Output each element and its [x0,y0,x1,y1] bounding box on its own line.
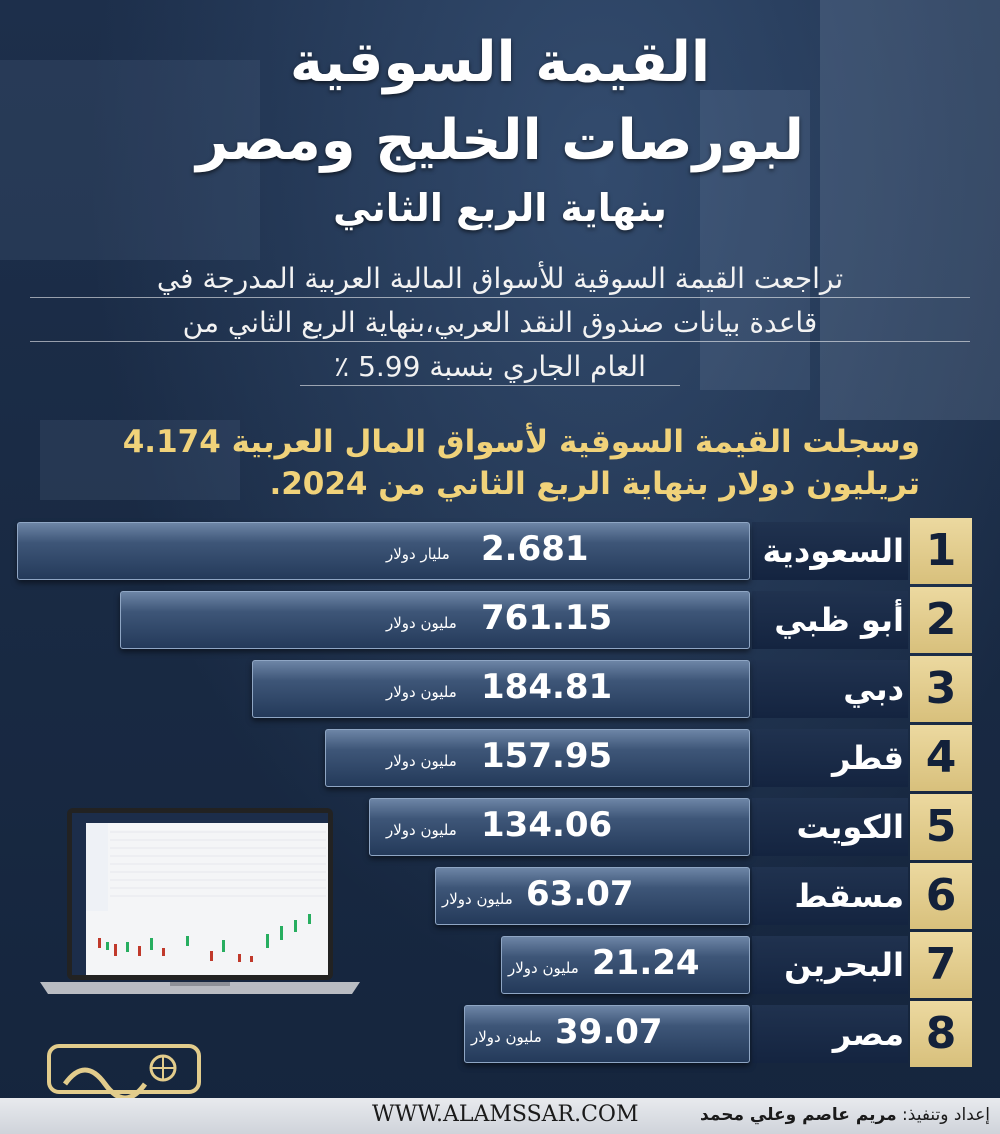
intro-line-1: تراجعت القيمة السوقية للأسواق المالية العربية المدرجة في [30,262,970,298]
bar-value-label: 134.06 [481,805,613,845]
highlight-line-2: تريليون دولار بنهاية الربع الثاني من 2024. [269,466,920,502]
bar-row [0,660,1000,718]
highlight-line-1: وسجلت القيمة السوقية لأسواق المال العربية 4.174 [122,424,920,460]
bar-unit-label: مليون دولار [471,1028,542,1046]
credit-names: مريم عاصم وعلي محمد [700,1105,897,1125]
laptop-illustration [40,808,360,998]
bar-value-label: 2.681 [481,529,589,569]
bar-unit-label: مليون دولار [508,959,579,977]
alamssar-logo [45,1036,205,1106]
rank-badge: 3 [910,656,972,722]
bar-row [0,522,1000,580]
bar [325,729,750,787]
bar [120,591,750,649]
intro-line-2: قاعدة بيانات صندوق النقد العربي،بنهاية الربع الثاني من [30,306,970,342]
country-label: مسقط [794,877,904,915]
bar-unit-label: مليون دولار [386,614,457,632]
rank-badge: 4 [910,725,972,791]
bar-value-label: 39.07 [555,1012,663,1052]
bar-value-label: 21.24 [592,943,700,983]
country-label: السعودية [762,532,904,570]
bar-row [0,591,1000,649]
bar [369,798,750,856]
bar [501,936,750,994]
rank-badge: 2 [910,587,972,653]
title-line-3: بنهاية الربع الثاني [333,186,667,230]
footer-bar [0,1098,1000,1134]
bar [464,1005,750,1063]
bar-unit-label: مليون دولار [386,821,457,839]
rank-badge: 8 [910,1001,972,1067]
rank-badge: 5 [910,794,972,860]
bar-value-label: 63.07 [526,874,634,914]
country-label: أبو ظبي [774,601,904,639]
intro-line-3: العام الجاري بنسبة 5.99 ٪ [300,350,680,386]
title-line-2: لبورصات الخليج ومصر [196,108,804,173]
bar-value-label: 184.81 [481,667,613,707]
bar-value-label: 157.95 [481,736,613,776]
country-label: الكويت [796,808,904,846]
bar-value-label: 761.15 [481,598,613,638]
bar-unit-label: مليار دولار [386,545,450,563]
title-line-1: القيمة السوقية [289,30,711,95]
rank-badge: 6 [910,863,972,929]
rank-badge: 1 [910,518,972,584]
country-label: قطر [831,739,904,777]
credit-label: إعداد وتنفيذ: [902,1105,990,1125]
bar [252,660,750,718]
bar-unit-label: مليون دولار [386,683,457,701]
bar [435,867,750,925]
bar-unit-label: مليون دولار [386,752,457,770]
bar-unit-label: مليون دولار [442,890,513,908]
country-label: دبي [843,670,904,708]
footer-website-link[interactable]: WWW.ALAMSSAR.COM [372,1102,639,1127]
bar-row [0,729,1000,787]
footer-credit [700,1105,990,1125]
country-label: مصر [832,1015,904,1053]
country-label: البحرين [784,946,904,984]
bar [17,522,750,580]
rank-badge: 7 [910,932,972,998]
